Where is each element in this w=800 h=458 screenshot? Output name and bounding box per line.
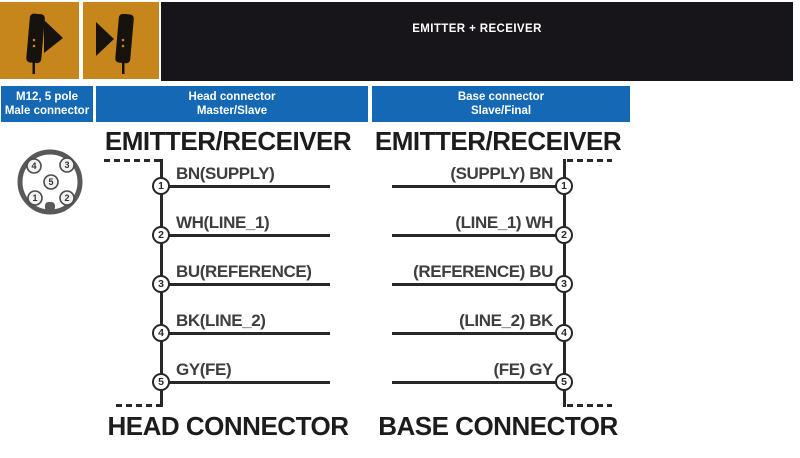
wire-right-5 [392, 381, 564, 384]
wire-left-4 [162, 332, 330, 335]
wire-right-4 [392, 332, 564, 335]
pin-terminal-left-4: 4 [152, 324, 170, 342]
pin-terminal-left-1: 1 [152, 177, 170, 195]
wire-label-left-3: BU(REFERENCE) [176, 262, 312, 281]
head-connector-label [96, 86, 368, 122]
right-top-dashed-line [567, 159, 612, 162]
wire-right-1 [392, 185, 564, 188]
wire-label-left-5: GY(FE) [176, 360, 232, 379]
wire-label-right-2: (LINE_1) WH [455, 213, 553, 232]
wire-left-1 [162, 185, 330, 188]
head-connector-line1: Head connector [188, 91, 276, 103]
wire-label-right-4: (LINE_2) BK [459, 311, 553, 330]
pin-terminal-left-2: 2 [152, 226, 170, 244]
emitter-sensor-tile [0, 2, 79, 79]
pin-terminal-right-4: 4 [555, 324, 573, 342]
left-top-dashed-line [104, 159, 161, 162]
wire-right-3 [392, 283, 564, 286]
wire-left-5 [162, 381, 330, 384]
left-bottom-dashed-line [116, 404, 161, 407]
left-diagram-footer: HEAD CONNECTOR [107, 411, 349, 441]
wire-right-2 [392, 234, 564, 237]
connector-type-line2: Male connector [4, 105, 90, 117]
header-title: EMITTER + RECEIVER [412, 23, 542, 35]
base-connector-line2: Slave/Final [470, 105, 532, 117]
m12-pin-5-number: 5 [48, 177, 54, 188]
pin-terminal-right-2: 2 [555, 226, 573, 244]
pin-terminal-right-5: 5 [555, 373, 573, 391]
pin-terminal-right-3: 3 [555, 275, 573, 293]
m12-pin-2-number: 2 [64, 193, 70, 204]
base-connector-label [372, 86, 630, 122]
wire-label-left-4: BK(LINE_2) [176, 311, 266, 330]
emitter-sensor-icon [0, 2, 79, 79]
pin-terminal-left-3: 3 [152, 275, 170, 293]
wire-label-right-5: (FE) GY [493, 360, 553, 379]
right-diagram-title: EMITTER/RECEIVER [374, 126, 622, 156]
m12-connector-diagram [13, 146, 88, 221]
right-diagram-footer: BASE CONNECTOR [378, 411, 618, 441]
connector-type-line1: M12, 5 pole [16, 91, 78, 103]
base-connector-line1: Base connector [457, 91, 545, 103]
head-connector-line2: Master/Slave [196, 105, 268, 117]
wire-label-left-1: BN(SUPPLY) [176, 164, 275, 183]
wire-label-right-1: (SUPPLY) BN [450, 164, 553, 183]
wire-label-left-2: WH(LINE_1) [176, 213, 270, 232]
connector-type-label [1, 86, 93, 122]
m12-pin-1-number: 1 [32, 193, 38, 204]
wire-left-2 [162, 234, 330, 237]
receiver-sensor-tile [83, 2, 159, 79]
wire-left-3 [162, 283, 330, 286]
m12-pin-4-number: 4 [31, 161, 37, 172]
wire-label-right-3: (REFERENCE) BU [413, 262, 553, 281]
left-diagram-title: EMITTER/RECEIVER [104, 126, 352, 156]
pin-terminal-left-5: 5 [152, 373, 170, 391]
pin-terminal-right-1: 1 [555, 177, 573, 195]
receiver-sensor-icon [83, 2, 159, 79]
connector-key-notch [45, 202, 55, 211]
right-bottom-dashed-line [567, 404, 612, 407]
header-bar [161, 2, 793, 81]
m12-pin-3-number: 3 [64, 160, 70, 171]
